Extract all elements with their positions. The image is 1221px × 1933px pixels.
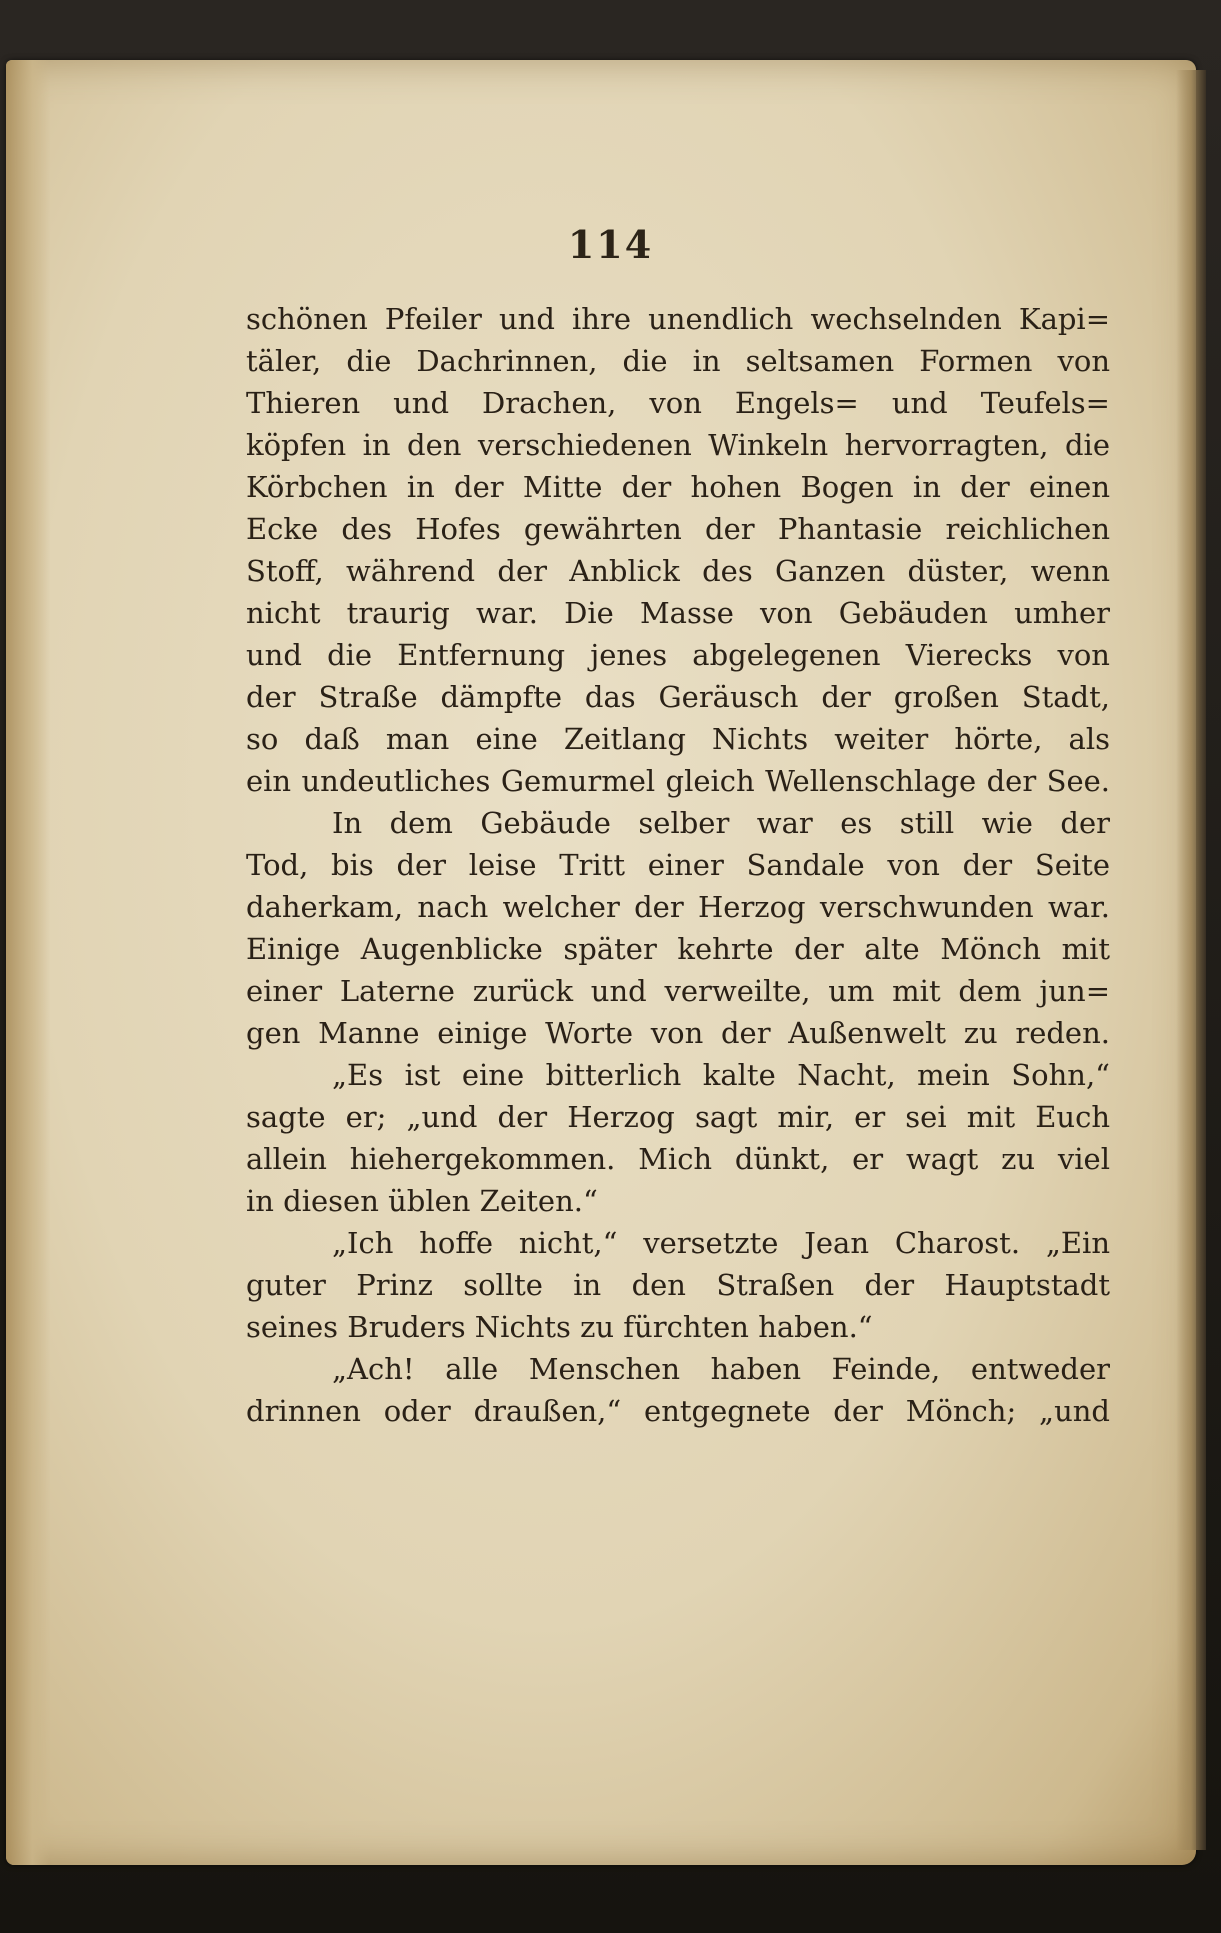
text-line: ein undeutliches Gemurmel gleich Wellenschlage der See. bbox=[246, 764, 1110, 798]
text-line: Körbchen in der Mitte der hohen Bogen in der einen bbox=[246, 470, 1110, 504]
text-line: guter Prinz sollte in den Straßen der Hauptstadt bbox=[246, 1268, 1110, 1302]
text-line: Thieren und Drachen, von Engels= und Teufels= bbox=[246, 386, 1110, 420]
text-line: einer Laterne zurück und verweilte, um mit dem jun= bbox=[246, 974, 1110, 1008]
text-line: nicht traurig war. Die Masse von Gebäuden umher bbox=[246, 596, 1110, 630]
text-line: Ecke des Hofes gewährten der Phantasie reichlichen bbox=[246, 512, 1110, 546]
text-line: sagte er; „und der Herzog sagt mir, er sei mit Euch bbox=[246, 1100, 1110, 1134]
text-line: schönen Pfeiler und ihre unendlich wechselnden Kapi= bbox=[246, 302, 1110, 336]
text-line: und die Entfernung jenes abgelegenen Vierecks von bbox=[246, 638, 1110, 672]
text-line: Einige Augenblicke später kehrte der alte Mönch mit bbox=[246, 932, 1110, 966]
text-line: „Es ist eine bitterlich kalte Nacht, mein Sohn,“ bbox=[332, 1058, 1110, 1092]
page-left-edge bbox=[6, 60, 50, 1865]
text-line: seines Bruders Nichts zu fürchten haben.“ bbox=[246, 1310, 873, 1344]
page-number: 114 bbox=[567, 222, 654, 267]
text-line: so daß man eine Zeitlang Nichts weiter hörte, als bbox=[246, 722, 1110, 756]
text-line: Stoff, während der Anblick des Ganzen düster, wenn bbox=[246, 554, 1110, 588]
text-line: täler, die Dachrinnen, die in seltsamen Formen von bbox=[246, 344, 1110, 378]
page-gutter bbox=[1176, 70, 1206, 1850]
text-line: „Ich hoffe nicht,“ versetzte Jean Charost. „Ein bbox=[332, 1226, 1110, 1260]
text-line: daherkam, nach welcher der Herzog verschwunden war. bbox=[246, 890, 1110, 924]
text-line: gen Manne einige Worte von der Außenwelt zu reden. bbox=[246, 1016, 1110, 1050]
text-line: der Straße dämpfte das Geräusch der großen Stadt, bbox=[246, 680, 1110, 714]
text-line: drinnen oder draußen,“ entgegnete der Mönch; „und bbox=[246, 1394, 1110, 1428]
text-line: „Ach! alle Menschen haben Feinde, entweder bbox=[332, 1352, 1110, 1386]
text-line: Tod, bis der leise Tritt einer Sandale von der Seite bbox=[246, 848, 1110, 882]
text-line: köpfen in den verschiedenen Winkeln hervorragten, die bbox=[246, 428, 1110, 462]
body-text bbox=[246, 298, 1110, 1432]
text-line: allein hiehergekommen. Mich dünkt, er wagt zu viel bbox=[246, 1142, 1110, 1176]
text-line: In dem Gebäude selber war es still wie der bbox=[332, 806, 1110, 840]
text-line: in diesen üblen Zeiten.“ bbox=[246, 1184, 598, 1218]
